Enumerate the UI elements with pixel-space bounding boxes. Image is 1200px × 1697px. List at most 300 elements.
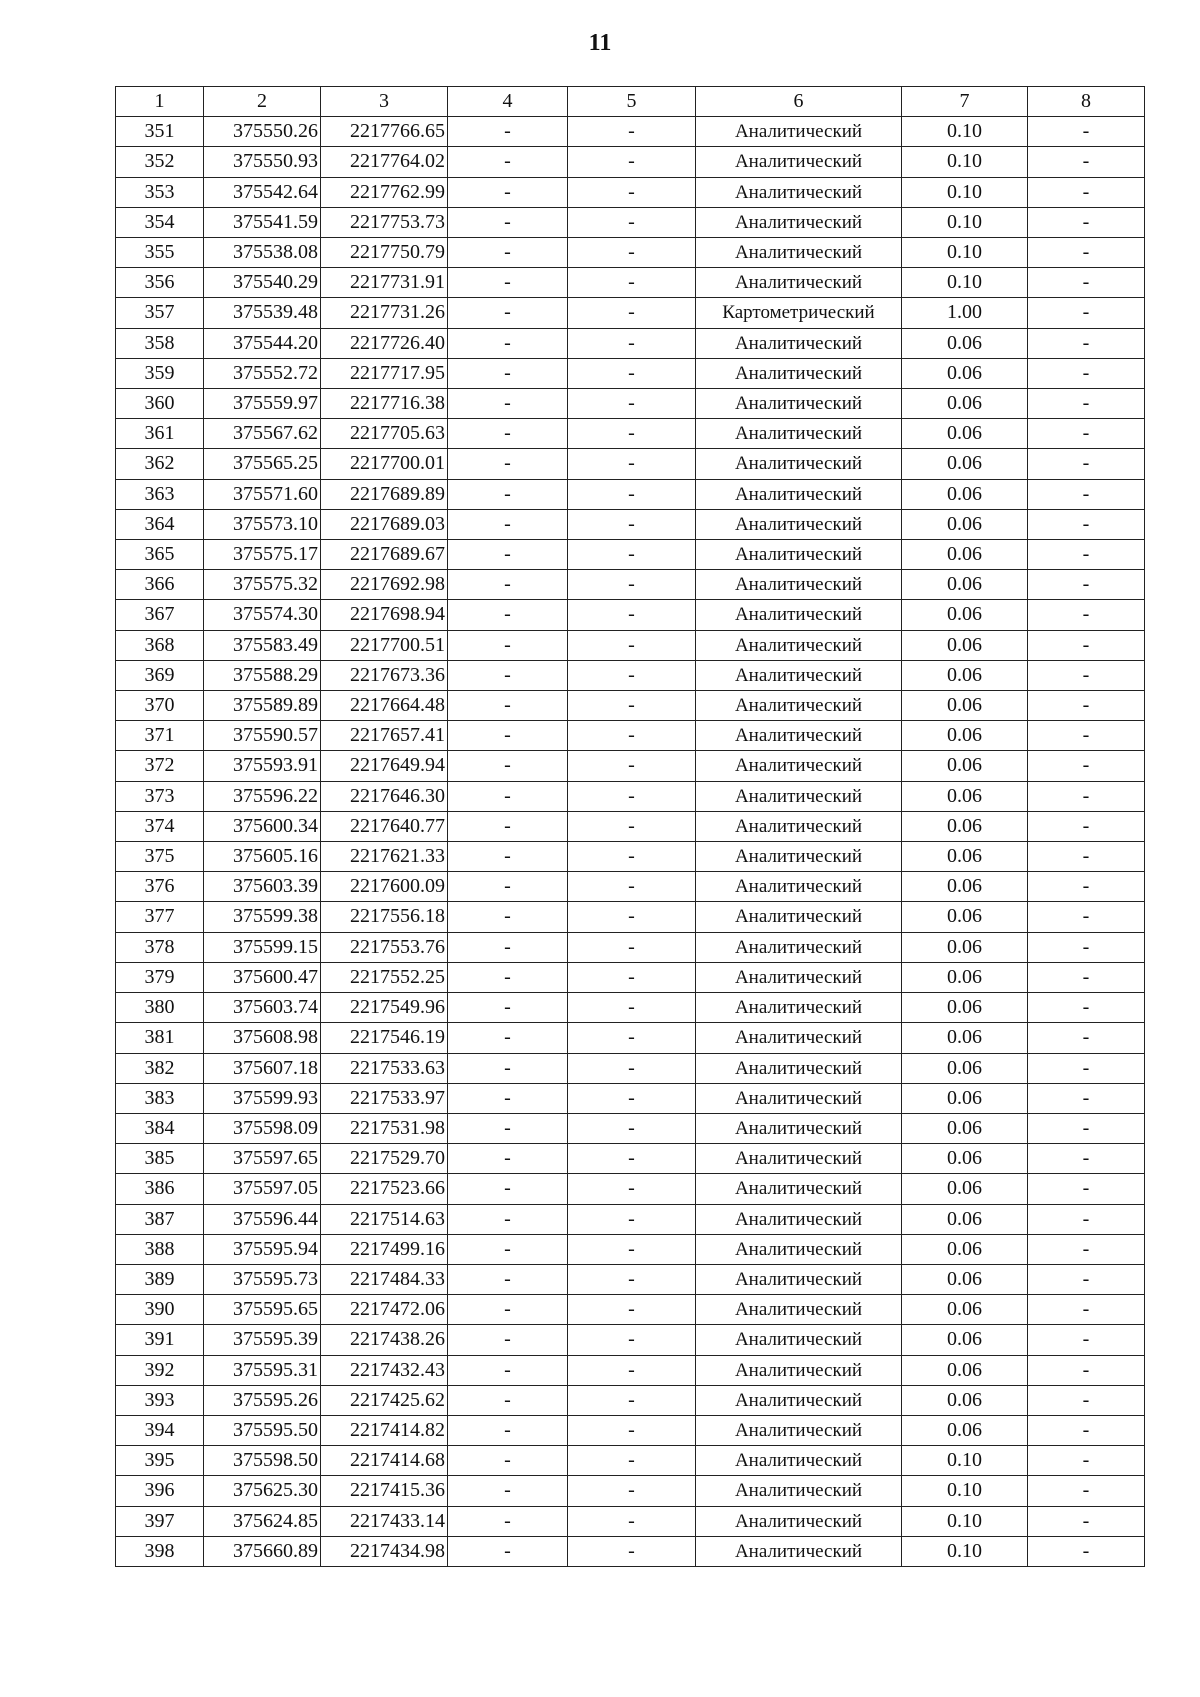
- cell-point-number: 388: [116, 1234, 204, 1264]
- cell-coord-x: 375598.09: [204, 1113, 321, 1143]
- cell-method: Картометрический: [696, 298, 902, 328]
- cell-col-4: -: [448, 358, 568, 388]
- cell-accuracy: 0.06: [902, 1295, 1028, 1325]
- cell-col-8: -: [1028, 1295, 1145, 1325]
- cell-accuracy: 0.06: [902, 540, 1028, 570]
- cell-accuracy: 0.06: [902, 1174, 1028, 1204]
- cell-point-number: 375: [116, 842, 204, 872]
- table-row: [116, 1295, 1145, 1325]
- cell-point-number: 365: [116, 540, 204, 570]
- cell-coord-y: 2217692.98: [321, 570, 448, 600]
- cell-coord-x: 375596.44: [204, 1204, 321, 1234]
- cell-col-8: -: [1028, 1355, 1145, 1385]
- cell-col-5: -: [568, 298, 696, 328]
- cell-accuracy: 0.06: [902, 660, 1028, 690]
- cell-coord-y: 2217698.94: [321, 600, 448, 630]
- cell-col-5: -: [568, 872, 696, 902]
- cell-point-number: 398: [116, 1536, 204, 1566]
- cell-coord-y: 2217434.98: [321, 1536, 448, 1566]
- cell-coord-y: 2217673.36: [321, 660, 448, 690]
- table-row: [116, 962, 1145, 992]
- cell-coord-y: 2217414.82: [321, 1415, 448, 1445]
- cell-col-5: -: [568, 1264, 696, 1294]
- cell-col-8: -: [1028, 660, 1145, 690]
- cell-col-4: -: [448, 962, 568, 992]
- cell-col-8: -: [1028, 238, 1145, 268]
- cell-point-number: 369: [116, 660, 204, 690]
- coordinates-table: [115, 86, 1145, 1567]
- cell-point-number: 393: [116, 1385, 204, 1415]
- cell-method: Аналитический: [696, 1355, 902, 1385]
- cell-accuracy: 0.06: [902, 932, 1028, 962]
- cell-col-5: -: [568, 630, 696, 660]
- cell-point-number: 376: [116, 872, 204, 902]
- cell-col-4: -: [448, 1234, 568, 1264]
- cell-col-8: -: [1028, 207, 1145, 237]
- cell-point-number: 353: [116, 177, 204, 207]
- cell-col-5: -: [568, 1144, 696, 1174]
- cell-coord-y: 2217700.51: [321, 630, 448, 660]
- cell-col-8: -: [1028, 509, 1145, 539]
- table-row: [116, 630, 1145, 660]
- cell-col-5: -: [568, 751, 696, 781]
- cell-col-5: -: [568, 993, 696, 1023]
- table-body: [116, 117, 1145, 1567]
- cell-method: Аналитический: [696, 238, 902, 268]
- cell-coord-y: 2217549.96: [321, 993, 448, 1023]
- column-header: 4: [448, 87, 568, 117]
- cell-col-4: -: [448, 1144, 568, 1174]
- cell-col-5: -: [568, 811, 696, 841]
- cell-method: Аналитический: [696, 1264, 902, 1294]
- table-row: [116, 1385, 1145, 1415]
- column-header: 3: [321, 87, 448, 117]
- cell-accuracy: 1.00: [902, 298, 1028, 328]
- cell-col-4: -: [448, 1023, 568, 1053]
- cell-point-number: 360: [116, 389, 204, 419]
- cell-coord-x: 375660.89: [204, 1536, 321, 1566]
- table-row: [116, 902, 1145, 932]
- cell-accuracy: 0.06: [902, 1264, 1028, 1294]
- cell-method: Аналитический: [696, 1083, 902, 1113]
- cell-point-number: 384: [116, 1113, 204, 1143]
- cell-point-number: 366: [116, 570, 204, 600]
- cell-point-number: 359: [116, 358, 204, 388]
- cell-coord-y: 2217640.77: [321, 811, 448, 841]
- cell-method: Аналитический: [696, 1053, 902, 1083]
- table-row: [116, 1174, 1145, 1204]
- cell-col-4: -: [448, 932, 568, 962]
- cell-col-8: -: [1028, 630, 1145, 660]
- cell-col-4: -: [448, 570, 568, 600]
- cell-coord-x: 375590.57: [204, 721, 321, 751]
- cell-coord-x: 375600.47: [204, 962, 321, 992]
- cell-col-5: -: [568, 268, 696, 298]
- cell-method: Аналитический: [696, 872, 902, 902]
- cell-coord-y: 2217764.02: [321, 147, 448, 177]
- cell-point-number: 364: [116, 509, 204, 539]
- cell-coord-y: 2217600.09: [321, 872, 448, 902]
- cell-col-5: -: [568, 1234, 696, 1264]
- cell-accuracy: 0.10: [902, 268, 1028, 298]
- cell-coord-y: 2217664.48: [321, 691, 448, 721]
- cell-method: Аналитический: [696, 1446, 902, 1476]
- cell-coord-x: 375595.31: [204, 1355, 321, 1385]
- cell-coord-x: 375607.18: [204, 1053, 321, 1083]
- cell-coord-y: 2217646.30: [321, 781, 448, 811]
- cell-coord-y: 2217731.91: [321, 268, 448, 298]
- cell-col-8: -: [1028, 358, 1145, 388]
- cell-point-number: 378: [116, 932, 204, 962]
- cell-method: Аналитический: [696, 570, 902, 600]
- cell-col-5: -: [568, 1113, 696, 1143]
- cell-col-5: -: [568, 1415, 696, 1445]
- cell-accuracy: 0.10: [902, 1506, 1028, 1536]
- cell-point-number: 391: [116, 1325, 204, 1355]
- cell-point-number: 395: [116, 1446, 204, 1476]
- cell-point-number: 382: [116, 1053, 204, 1083]
- cell-coord-x: 375539.48: [204, 298, 321, 328]
- cell-coord-y: 2217689.89: [321, 479, 448, 509]
- cell-col-4: -: [448, 1355, 568, 1385]
- cell-coord-x: 375595.39: [204, 1325, 321, 1355]
- cell-point-number: 389: [116, 1264, 204, 1294]
- cell-point-number: 390: [116, 1295, 204, 1325]
- cell-coord-y: 2217433.14: [321, 1506, 448, 1536]
- cell-point-number: 380: [116, 993, 204, 1023]
- cell-method: Аналитический: [696, 1144, 902, 1174]
- cell-coord-x: 375605.16: [204, 842, 321, 872]
- cell-coord-y: 2217689.03: [321, 509, 448, 539]
- table-row: [116, 1446, 1145, 1476]
- cell-col-8: -: [1028, 1174, 1145, 1204]
- column-header: 6: [696, 87, 902, 117]
- cell-col-4: -: [448, 1446, 568, 1476]
- cell-point-number: 370: [116, 691, 204, 721]
- cell-col-8: -: [1028, 781, 1145, 811]
- table-row: [116, 721, 1145, 751]
- cell-col-4: -: [448, 781, 568, 811]
- cell-col-8: -: [1028, 328, 1145, 358]
- cell-col-4: -: [448, 268, 568, 298]
- cell-point-number: 381: [116, 1023, 204, 1053]
- cell-accuracy: 0.10: [902, 1536, 1028, 1566]
- cell-point-number: 396: [116, 1476, 204, 1506]
- cell-col-4: -: [448, 1415, 568, 1445]
- cell-col-8: -: [1028, 570, 1145, 600]
- cell-accuracy: 0.06: [902, 1385, 1028, 1415]
- column-header: 5: [568, 87, 696, 117]
- cell-method: Аналитический: [696, 177, 902, 207]
- cell-col-8: -: [1028, 1506, 1145, 1536]
- cell-method: Аналитический: [696, 1415, 902, 1445]
- cell-col-4: -: [448, 721, 568, 751]
- cell-col-8: -: [1028, 117, 1145, 147]
- cell-method: Аналитический: [696, 328, 902, 358]
- cell-coord-x: 375595.50: [204, 1415, 321, 1445]
- cell-coord-x: 375625.30: [204, 1476, 321, 1506]
- cell-coord-y: 2217432.43: [321, 1355, 448, 1385]
- table-row: [116, 268, 1145, 298]
- cell-point-number: 394: [116, 1415, 204, 1445]
- cell-coord-y: 2217425.62: [321, 1385, 448, 1415]
- cell-coord-x: 375597.65: [204, 1144, 321, 1174]
- cell-coord-x: 375544.20: [204, 328, 321, 358]
- cell-coord-x: 375599.93: [204, 1083, 321, 1113]
- cell-col-8: -: [1028, 1083, 1145, 1113]
- cell-accuracy: 0.06: [902, 842, 1028, 872]
- cell-col-8: -: [1028, 1264, 1145, 1294]
- cell-col-4: -: [448, 1536, 568, 1566]
- cell-method: Аналитический: [696, 1234, 902, 1264]
- cell-method: Аналитический: [696, 962, 902, 992]
- table-row: [116, 811, 1145, 841]
- cell-coord-x: 375550.93: [204, 147, 321, 177]
- cell-coord-x: 375567.62: [204, 419, 321, 449]
- cell-col-4: -: [448, 630, 568, 660]
- cell-coord-x: 375595.26: [204, 1385, 321, 1415]
- cell-coord-y: 2217415.36: [321, 1476, 448, 1506]
- cell-col-5: -: [568, 932, 696, 962]
- cell-col-4: -: [448, 660, 568, 690]
- cell-col-5: -: [568, 781, 696, 811]
- table-row: [116, 147, 1145, 177]
- cell-accuracy: 0.06: [902, 751, 1028, 781]
- cell-coord-x: 375603.39: [204, 872, 321, 902]
- cell-method: Аналитический: [696, 842, 902, 872]
- cell-method: Аналитический: [696, 811, 902, 841]
- cell-point-number: 354: [116, 207, 204, 237]
- cell-col-5: -: [568, 1204, 696, 1234]
- cell-coord-y: 2217766.65: [321, 117, 448, 147]
- cell-coord-x: 375575.32: [204, 570, 321, 600]
- column-header: 8: [1028, 87, 1145, 117]
- cell-accuracy: 0.06: [902, 1415, 1028, 1445]
- cell-accuracy: 0.06: [902, 962, 1028, 992]
- cell-accuracy: 0.06: [902, 1234, 1028, 1264]
- cell-col-5: -: [568, 691, 696, 721]
- cell-accuracy: 0.06: [902, 570, 1028, 600]
- cell-point-number: 358: [116, 328, 204, 358]
- table-row: [116, 660, 1145, 690]
- cell-method: Аналитический: [696, 1476, 902, 1506]
- cell-coord-y: 2217414.68: [321, 1446, 448, 1476]
- cell-method: Аналитический: [696, 993, 902, 1023]
- cell-method: Аналитический: [696, 1174, 902, 1204]
- cell-accuracy: 0.10: [902, 238, 1028, 268]
- table-row: [116, 117, 1145, 147]
- cell-col-5: -: [568, 1446, 696, 1476]
- cell-col-4: -: [448, 1476, 568, 1506]
- cell-coord-x: 375583.49: [204, 630, 321, 660]
- cell-col-8: -: [1028, 147, 1145, 177]
- cell-col-8: -: [1028, 1415, 1145, 1445]
- cell-coord-x: 375550.26: [204, 117, 321, 147]
- cell-coord-y: 2217716.38: [321, 389, 448, 419]
- cell-point-number: 387: [116, 1204, 204, 1234]
- cell-col-5: -: [568, 479, 696, 509]
- cell-col-4: -: [448, 600, 568, 630]
- cell-col-5: -: [568, 147, 696, 177]
- cell-accuracy: 0.06: [902, 811, 1028, 841]
- table-row: [116, 298, 1145, 328]
- cell-accuracy: 0.06: [902, 721, 1028, 751]
- cell-col-5: -: [568, 177, 696, 207]
- cell-col-8: -: [1028, 993, 1145, 1023]
- cell-col-5: -: [568, 207, 696, 237]
- cell-point-number: 362: [116, 449, 204, 479]
- cell-method: Аналитический: [696, 509, 902, 539]
- cell-col-4: -: [448, 1083, 568, 1113]
- cell-coord-x: 375575.17: [204, 540, 321, 570]
- cell-method: Аналитический: [696, 147, 902, 177]
- cell-accuracy: 0.10: [902, 1446, 1028, 1476]
- table-row: [116, 389, 1145, 419]
- cell-coord-y: 2217762.99: [321, 177, 448, 207]
- cell-point-number: 355: [116, 238, 204, 268]
- cell-col-8: -: [1028, 1536, 1145, 1566]
- table-row: [116, 842, 1145, 872]
- cell-col-5: -: [568, 358, 696, 388]
- cell-col-5: -: [568, 238, 696, 268]
- cell-col-8: -: [1028, 419, 1145, 449]
- cell-col-8: -: [1028, 449, 1145, 479]
- cell-point-number: 363: [116, 479, 204, 509]
- table-row: [116, 751, 1145, 781]
- cell-col-5: -: [568, 1023, 696, 1053]
- cell-col-8: -: [1028, 1113, 1145, 1143]
- table-row: [116, 1536, 1145, 1566]
- cell-col-4: -: [448, 1204, 568, 1234]
- table-row: [116, 1264, 1145, 1294]
- cell-accuracy: 0.06: [902, 419, 1028, 449]
- cell-col-4: -: [448, 1053, 568, 1083]
- cell-accuracy: 0.06: [902, 872, 1028, 902]
- cell-point-number: 373: [116, 781, 204, 811]
- cell-accuracy: 0.06: [902, 1355, 1028, 1385]
- cell-coord-x: 375598.50: [204, 1446, 321, 1476]
- cell-coord-x: 375603.74: [204, 993, 321, 1023]
- cell-accuracy: 0.06: [902, 1204, 1028, 1234]
- cell-col-4: -: [448, 1264, 568, 1294]
- cell-coord-x: 375565.25: [204, 449, 321, 479]
- table-row: [116, 691, 1145, 721]
- cell-col-5: -: [568, 117, 696, 147]
- cell-coord-y: 2217556.18: [321, 902, 448, 932]
- cell-coord-y: 2217621.33: [321, 842, 448, 872]
- cell-col-8: -: [1028, 721, 1145, 751]
- cell-coord-x: 375552.72: [204, 358, 321, 388]
- column-header: 7: [902, 87, 1028, 117]
- cell-col-4: -: [448, 1506, 568, 1536]
- cell-col-4: -: [448, 509, 568, 539]
- table-row: [116, 872, 1145, 902]
- cell-col-5: -: [568, 721, 696, 751]
- cell-col-5: -: [568, 1476, 696, 1506]
- cell-col-5: -: [568, 600, 696, 630]
- cell-col-8: -: [1028, 268, 1145, 298]
- cell-accuracy: 0.10: [902, 1476, 1028, 1506]
- cell-accuracy: 0.06: [902, 389, 1028, 419]
- cell-col-5: -: [568, 1053, 696, 1083]
- table-row: [116, 1113, 1145, 1143]
- cell-col-5: -: [568, 1385, 696, 1415]
- table-row: [116, 479, 1145, 509]
- cell-coord-y: 2217552.25: [321, 962, 448, 992]
- cell-col-4: -: [448, 207, 568, 237]
- cell-accuracy: 0.10: [902, 207, 1028, 237]
- cell-coord-x: 375595.73: [204, 1264, 321, 1294]
- cell-coord-y: 2217533.63: [321, 1053, 448, 1083]
- cell-col-8: -: [1028, 932, 1145, 962]
- cell-col-4: -: [448, 1295, 568, 1325]
- cell-point-number: 386: [116, 1174, 204, 1204]
- cell-coord-x: 375599.38: [204, 902, 321, 932]
- cell-col-5: -: [568, 1325, 696, 1355]
- cell-col-8: -: [1028, 751, 1145, 781]
- table-row: [116, 509, 1145, 539]
- cell-accuracy: 0.06: [902, 691, 1028, 721]
- cell-accuracy: 0.06: [902, 358, 1028, 388]
- cell-point-number: 377: [116, 902, 204, 932]
- cell-col-5: -: [568, 1536, 696, 1566]
- cell-point-number: 357: [116, 298, 204, 328]
- cell-method: Аналитический: [696, 1023, 902, 1053]
- cell-method: Аналитический: [696, 600, 902, 630]
- cell-col-4: -: [448, 177, 568, 207]
- cell-point-number: 361: [116, 419, 204, 449]
- cell-method: Аналитический: [696, 1385, 902, 1415]
- cell-point-number: 374: [116, 811, 204, 841]
- cell-coord-y: 2217529.70: [321, 1144, 448, 1174]
- cell-col-4: -: [448, 328, 568, 358]
- cell-coord-x: 375624.85: [204, 1506, 321, 1536]
- cell-coord-y: 2217546.19: [321, 1023, 448, 1053]
- cell-col-8: -: [1028, 177, 1145, 207]
- cell-accuracy: 0.06: [902, 479, 1028, 509]
- cell-point-number: 397: [116, 1506, 204, 1536]
- table-header-row: [116, 87, 1145, 117]
- cell-col-5: -: [568, 1083, 696, 1113]
- table-row: [116, 1083, 1145, 1113]
- cell-col-4: -: [448, 238, 568, 268]
- cell-method: Аналитический: [696, 1325, 902, 1355]
- cell-col-5: -: [568, 540, 696, 570]
- cell-coord-x: 375608.98: [204, 1023, 321, 1053]
- cell-method: Аналитический: [696, 449, 902, 479]
- cell-accuracy: 0.06: [902, 1053, 1028, 1083]
- table-row: [116, 570, 1145, 600]
- cell-col-5: -: [568, 1174, 696, 1204]
- cell-point-number: 368: [116, 630, 204, 660]
- cell-method: Аналитический: [696, 902, 902, 932]
- page-number: 11: [588, 30, 612, 56]
- table-row: [116, 1053, 1145, 1083]
- table-row: [116, 1204, 1145, 1234]
- cell-col-8: -: [1028, 1204, 1145, 1234]
- cell-coord-y: 2217472.06: [321, 1295, 448, 1325]
- cell-col-4: -: [448, 1385, 568, 1415]
- table-row: [116, 540, 1145, 570]
- cell-point-number: 372: [116, 751, 204, 781]
- cell-coord-x: 375588.29: [204, 660, 321, 690]
- table-row: [116, 1144, 1145, 1174]
- cell-col-5: -: [568, 328, 696, 358]
- table-row: [116, 1234, 1145, 1264]
- cell-accuracy: 0.10: [902, 177, 1028, 207]
- cell-accuracy: 0.06: [902, 509, 1028, 539]
- cell-col-8: -: [1028, 600, 1145, 630]
